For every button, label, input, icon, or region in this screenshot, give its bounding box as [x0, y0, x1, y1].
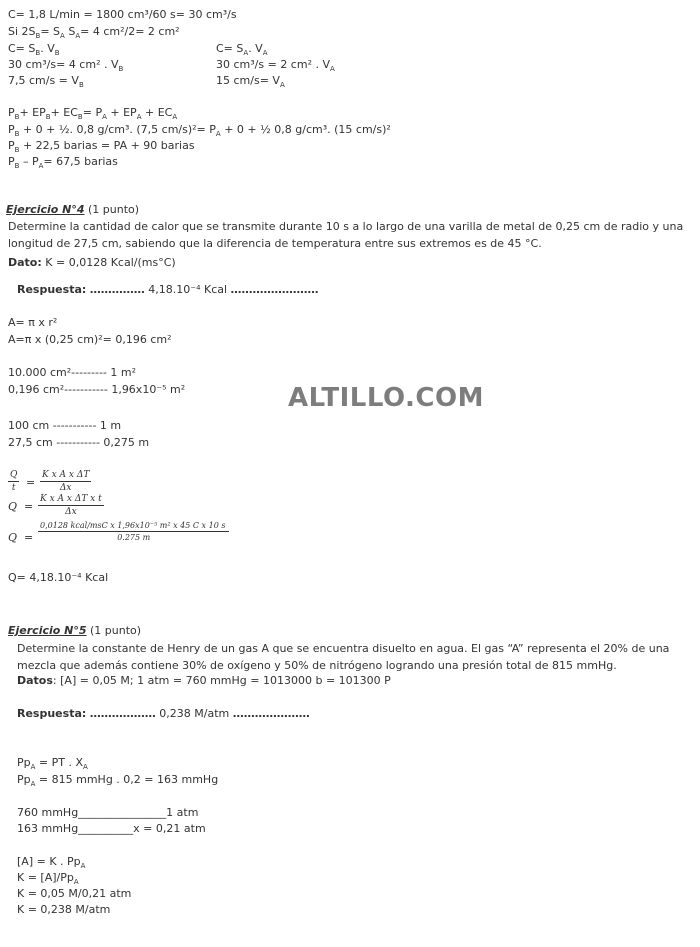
exercise-4-points: (1 punto) [88, 203, 140, 216]
partial-pressure-calc: $Pp_A = 815$ mmHg . 0,2 = 163 mmHg [17, 773, 219, 789]
formula-1-num: K x A x ΔT [42, 470, 90, 480]
bernoulli-4: $P_B - P_A= 67,5$ barias [8, 155, 118, 171]
exercise-4-title: Ejercicio N°4 [6, 203, 85, 216]
continuity-a-2: 30 cm³/s = 2 cm² . $V_A$ [216, 58, 335, 74]
formula-1-lhs-num: Q [10, 470, 18, 480]
answer-label: Respuesta: [17, 283, 87, 296]
exercise-4-answer [17, 283, 319, 296]
formula-3-rhs [38, 521, 229, 542]
henry-law: [A] = K . $Pp_A$ [17, 855, 86, 871]
formula-1-lhs [8, 470, 19, 493]
continuity-b-3: 7,5 $cm/s = V_B$ [8, 74, 84, 90]
continuity-b-2: 30 cm³/s= 4 cm² . $V_B$ [8, 58, 124, 74]
formula-2-lhs: Q = [8, 500, 34, 513]
equals-sign-1: = [26, 476, 36, 489]
answer-label: Respuesta: [17, 707, 87, 720]
area-formula: A= π x r² [8, 316, 58, 329]
exercise-5-heading [8, 624, 141, 637]
exercise-5-data [17, 674, 391, 687]
answer-dots-before: ……………… [89, 707, 156, 720]
conversion-2: 0,196 cm²----------- 1,96x10⁻⁵ m² [8, 383, 186, 396]
formula-2-den: Δx [65, 507, 77, 517]
answer-dots-after: …………………… [230, 283, 319, 296]
watermark-logo: ALTILLO.COM [288, 383, 484, 413]
formula-3-den: 0.275 m [117, 533, 151, 542]
partial-pressure-formula: $Pp_A$ = PT . $X_A$ [17, 756, 88, 772]
data-value: K = 0,0128 Kcal/(ms°C) [45, 256, 176, 269]
flow-rate-line: C= 1,8 L/min = 1800 cm³/60 s= 30 cm³/s [8, 8, 237, 21]
exercise-4-data [8, 256, 176, 269]
answer-dots-before: …………… [89, 283, 145, 296]
henry-constant-formula: $K = [A]/Pp_A$ [17, 871, 79, 887]
conversion-1: 10.000 cm²--------- 1 m² [8, 366, 136, 379]
answer-dots-after: ………………… [232, 707, 310, 720]
formula-2-num: K x A x ΔT x t [40, 494, 102, 504]
continuity-b-1: $C= S_B$. $V_B$ [8, 42, 60, 58]
exercise-5-title: Ejercicio N°5 [8, 624, 87, 637]
bernoulli-2: $P_B + 0$ + ½. 0,8 g/cm³. (7,5 $cm/s)^2= P_A + 0$ + ½ 0,8 g/cm³. (15 cm/s)² [8, 123, 391, 139]
continuity-a-1: $C= S_A$. $V_A$ [216, 42, 268, 58]
exercise-5-answer [17, 707, 310, 720]
data-label: Datos [17, 674, 53, 687]
formula-1-den: Δx [59, 483, 72, 493]
exercise-4-heading [6, 203, 139, 216]
bernoulli-1: $P_B+ EP_B+ EC_B= P_A + EP_A + EC_A$ [8, 106, 178, 122]
formula-1-rhs [40, 470, 91, 493]
answer-value: 4,18.10⁻⁴ Kcal [148, 283, 228, 296]
answer-value: 0,238 M/atm [159, 707, 230, 720]
henry-constant-result: K = 0,238 M/atm [17, 903, 111, 916]
conversion-4: 27,5 cm ----------- 0,275 m [8, 436, 150, 449]
data-label: Dato: [8, 256, 42, 269]
unit-conversion-1: 760 mmHg________________1 atm [17, 806, 199, 819]
formula-2-rhs [38, 494, 104, 517]
conversion-3: 100 cm ----------- 1 m [8, 419, 122, 432]
henry-constant-substitution: K = 0,05 M/0,21 atm [17, 887, 132, 900]
formula-1-lhs-den: t [11, 483, 16, 493]
exercise-5-points: (1 punto) [90, 624, 142, 637]
formula-3-num: 0,0128 kcal/msC x 1,96x10⁻⁵ m² x 45 C x 10 s [38, 521, 229, 532]
area-relation-line: Si $2S_B= S_A$ $S_A= 4$ cm²/2= 2 cm² [8, 25, 180, 41]
exercise-5-statement: Determine la constante de Henry de un gas A que se encuentra disuelto en agua. El gas “A” representa el 20% de una mezcla que además contiene 30% de oxígeno y 50% de nitrógeno logrando una presión total de 815 mmHg. [17, 642, 670, 672]
continuity-a-3: 15 $cm/s= V_A$ [216, 74, 285, 90]
unit-conversion-2: 163 mmHg__________x = 0,21 atm [17, 822, 206, 835]
exercise-4-result: Q= 4,18.10⁻⁴ Kcal [8, 571, 109, 584]
formula-3-lhs: Q = [8, 531, 34, 544]
bernoulli-3: $P_B + 22,5$ barias = PA + 90 barias [8, 139, 195, 155]
exercise-4-statement: Determine la cantidad de calor que se transmite durante 10 s a lo largo de una varilla de metal de 0,25 cm de radio y una longitud de 27,5 cm, sabiendo que la diferencia de temperatura entre sus extremos es de 45 °C. [8, 220, 684, 250]
area-calculation: A=π x (0,25 cm)²= 0,196 cm² [8, 333, 172, 346]
data-value: : [A] = 0,05 M; 1 atm = 760 mmHg = 1013000 b = 101300 P [52, 674, 391, 687]
